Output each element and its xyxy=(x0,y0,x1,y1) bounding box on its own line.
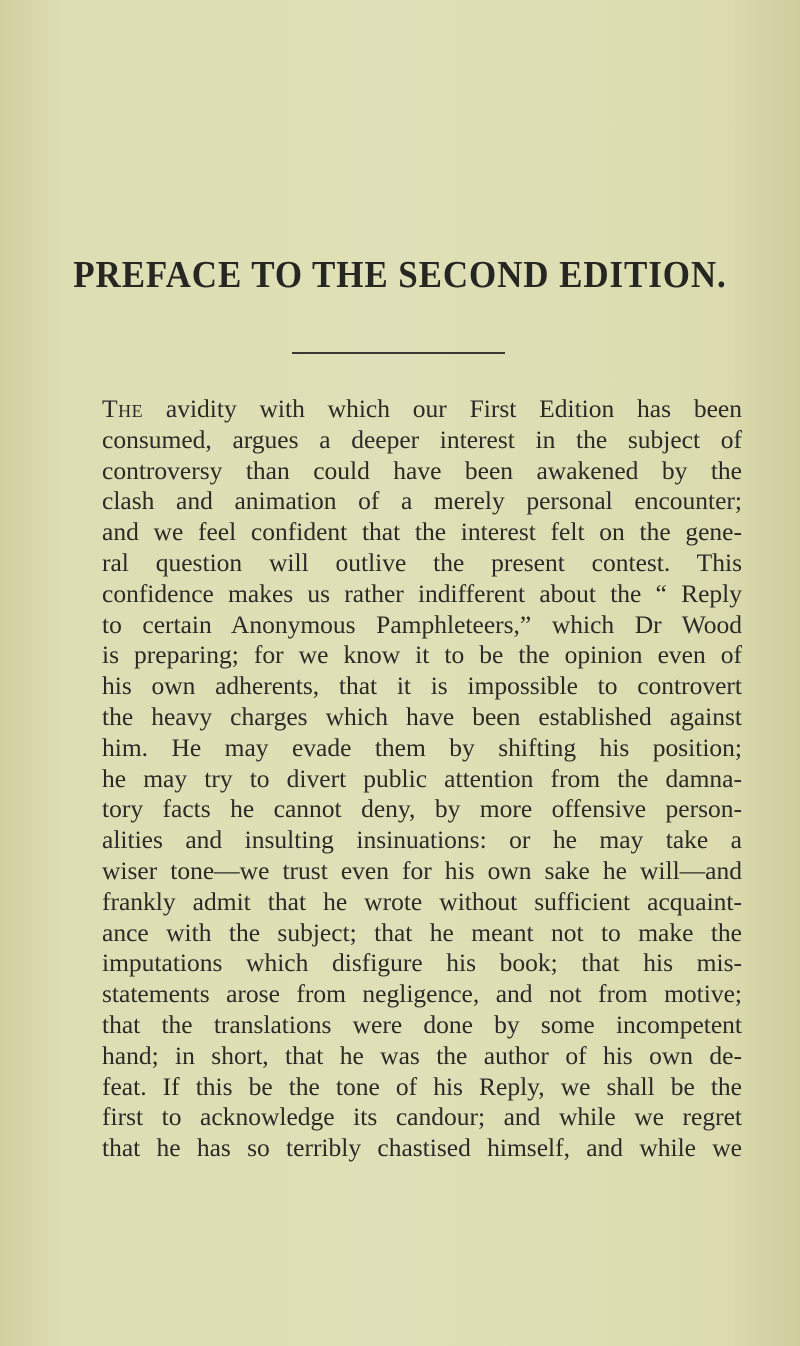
page-title: PREFACE TO THE SECOND EDITION. xyxy=(73,254,727,296)
preface-body xyxy=(102,394,742,1164)
body-line: hand; in short, that he was the author of his own de- xyxy=(102,1040,742,1070)
body-line: confidence makes us rather indifferent about the “ Reply xyxy=(102,578,742,608)
body-line: him. He may evade them by shifting his position; xyxy=(102,732,742,762)
body-line: ral question will outlive the present contest. This xyxy=(102,547,742,577)
body-line: to certain Anonymous Pamphleteers,” which Dr Wood xyxy=(102,609,742,639)
body-line: frankly admit that he wrote without sufficient acquaint- xyxy=(102,886,742,916)
body-line: consumed, argues a deeper interest in the subject of xyxy=(102,424,742,454)
body-line: is preparing; for we know it to be the opinion even of xyxy=(102,640,742,670)
body-line: alities and insulting insinuations: or he may take a xyxy=(102,825,742,855)
body-line: first to acknowledge its candour; and while we regret xyxy=(102,1102,742,1132)
body-line: feat. If this be the tone of his Reply, we shall be the xyxy=(102,1071,742,1101)
body-line: tory facts he cannot deny, by more offensive person- xyxy=(102,794,742,824)
body-line: controversy than could have been awakened by the xyxy=(102,455,742,485)
body-line: statements arose from negligence, and not from motive; xyxy=(102,979,742,1009)
body-line: ance with the subject; that he meant not to make the xyxy=(102,917,742,947)
body-line: wiser tone—we trust even for his own sake he will—and xyxy=(102,855,742,885)
body-line-text: avidity with which our First Edition has been xyxy=(165,394,742,423)
body-line: the heavy charges which have been established against xyxy=(102,701,742,731)
body-line: he may try to divert public attention from the damna- xyxy=(102,763,742,793)
body-line: his own adherents, that it is impossible to controvert xyxy=(102,671,742,701)
body-line: that he has so terribly chastised himself, and while we xyxy=(102,1133,742,1163)
title-rule xyxy=(292,352,505,354)
opening-word: The xyxy=(102,394,144,423)
body-line: imputations which disfigure his book; that his mis- xyxy=(102,948,742,978)
body-line: clash and animation of a merely personal encounter; xyxy=(102,486,742,516)
body-line xyxy=(102,394,742,425)
body-line: that the translations were done by some incompetent xyxy=(102,1009,742,1039)
body-line: and we feel confident that the interest felt on the gene- xyxy=(102,517,742,547)
